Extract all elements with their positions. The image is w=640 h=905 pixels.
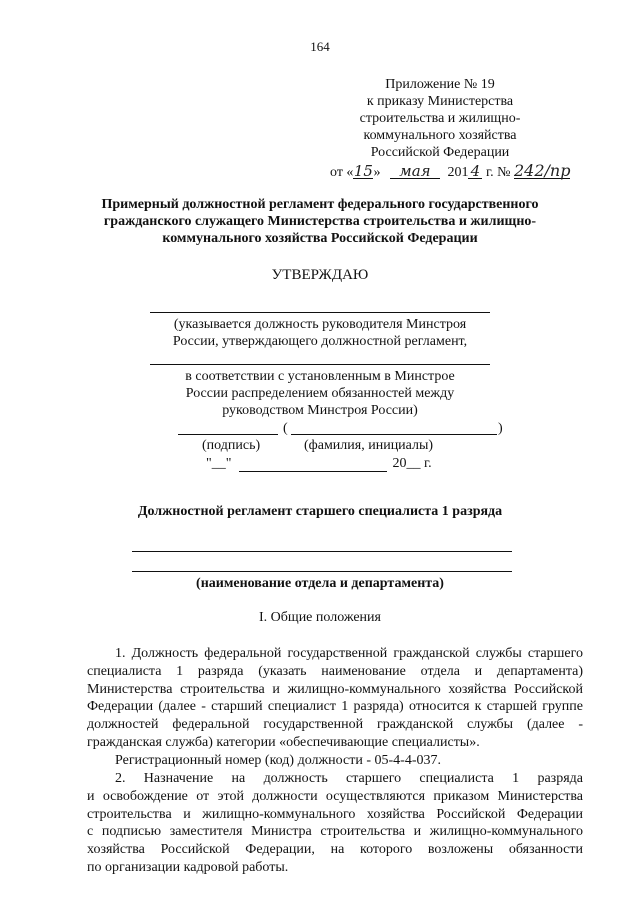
page-number: 164 — [310, 39, 330, 54]
text-line: специалиста 1 разряда (указать наименование отдела и департамента) — [87, 663, 583, 679]
text-line: Министерства строительства и жилищно-коммунального хозяйства Российской — [87, 681, 583, 697]
note-line: руководством Минстроя России) — [222, 403, 418, 418]
order-date-line — [330, 161, 571, 181]
appendix-line: Российской Федерации — [370, 145, 510, 160]
date-year-prefix: 201 — [447, 165, 469, 180]
text-line: строительства и жилищно-коммунального хозяйства Российской Федерации — [87, 806, 583, 822]
text-line: должностей федеральной государственной гражданской службы (далее - — [87, 717, 583, 733]
date-month: мая — [390, 164, 440, 179]
quote-close: " — [225, 456, 232, 471]
title-line: коммунального хозяйства Российской Федерации — [162, 231, 478, 246]
note-line: (указывается должность руководителя Минстроя — [173, 317, 467, 332]
order-number: 242/пр — [513, 161, 571, 180]
paragraph-2 — [87, 770, 583, 877]
name-line — [291, 434, 497, 435]
title-line: Примерный должностной регламент федерального государственного — [101, 197, 539, 212]
name-caption: (фамилия, инициалы) — [304, 438, 434, 453]
text-line: 2. Назначение на должность старшего специалиста 1 разряда — [115, 771, 583, 786]
appendix-block — [320, 76, 571, 181]
text-line: с подписью заместителя Министра строительства и жилищно-коммунального — [87, 824, 583, 840]
distribution-note — [140, 368, 500, 419]
note-line: России, утверждающего должностной регламент, — [172, 334, 468, 349]
paragraph-1 — [87, 645, 583, 770]
order-number-label: г. № — [485, 165, 511, 180]
department-line — [132, 571, 512, 572]
approval-date — [206, 455, 432, 472]
appendix-line: к приказу Министерства — [366, 94, 514, 109]
section-heading: I. Общие положения — [259, 610, 381, 625]
appendix-line: Приложение № 19 — [385, 77, 495, 92]
appendix-line: строительства и жилищно- — [359, 111, 521, 126]
note-line: в соответствии с установленным в Минстрое — [185, 369, 455, 384]
text-line: по организации кадровой работы. — [87, 859, 289, 875]
document-title — [70, 196, 570, 247]
note-line: России распределением обязанностей между — [185, 386, 455, 401]
text-line: и освобождение от этой должности осуществляются приказом Министерства — [87, 788, 583, 804]
date-day-blank: __ — [211, 456, 226, 471]
text-line: 1. Должность федеральной государственной гражданской службы старшего — [115, 646, 583, 661]
position-line — [150, 312, 490, 313]
date-prefix: от « — [330, 165, 354, 180]
position-note — [140, 316, 500, 350]
text-line: гражданская служба) категории «обеспечивающие специалисты». — [87, 734, 480, 750]
department-caption: (наименование отдела и департамента) — [196, 576, 444, 591]
approve-heading: УТВЕРЖДАЮ — [271, 267, 369, 283]
date-month-blank — [239, 457, 387, 472]
department-line — [132, 551, 512, 552]
date-year: 20__ г. — [392, 456, 432, 471]
date-day: 15 — [353, 162, 373, 180]
signature-line — [178, 434, 278, 435]
date-mid: » — [373, 165, 381, 180]
regulation-title: Должностной регламент старшего специалиста 1 разряда — [137, 504, 503, 519]
text-line: Федерации (далее - старший специалист 1 разряда) относится к старшей группе — [87, 699, 583, 715]
appendix-line: коммунального хозяйства — [363, 128, 517, 143]
close-paren: ) — [498, 421, 503, 436]
text-line: хозяйства Российской Федерации, на которого возложены обязанности — [87, 842, 583, 858]
quote-open: " — [206, 456, 212, 471]
open-paren: ( — [283, 421, 288, 436]
title-line: гражданского служащего Министерства строительства и жилищно- — [103, 214, 537, 229]
signature-caption: (подпись) — [202, 438, 261, 453]
date-year-digit: 4 — [468, 164, 482, 179]
registration-number: Регистрационный номер (код) должности - 05-4-4-037. — [115, 752, 441, 768]
position-line — [150, 364, 490, 365]
